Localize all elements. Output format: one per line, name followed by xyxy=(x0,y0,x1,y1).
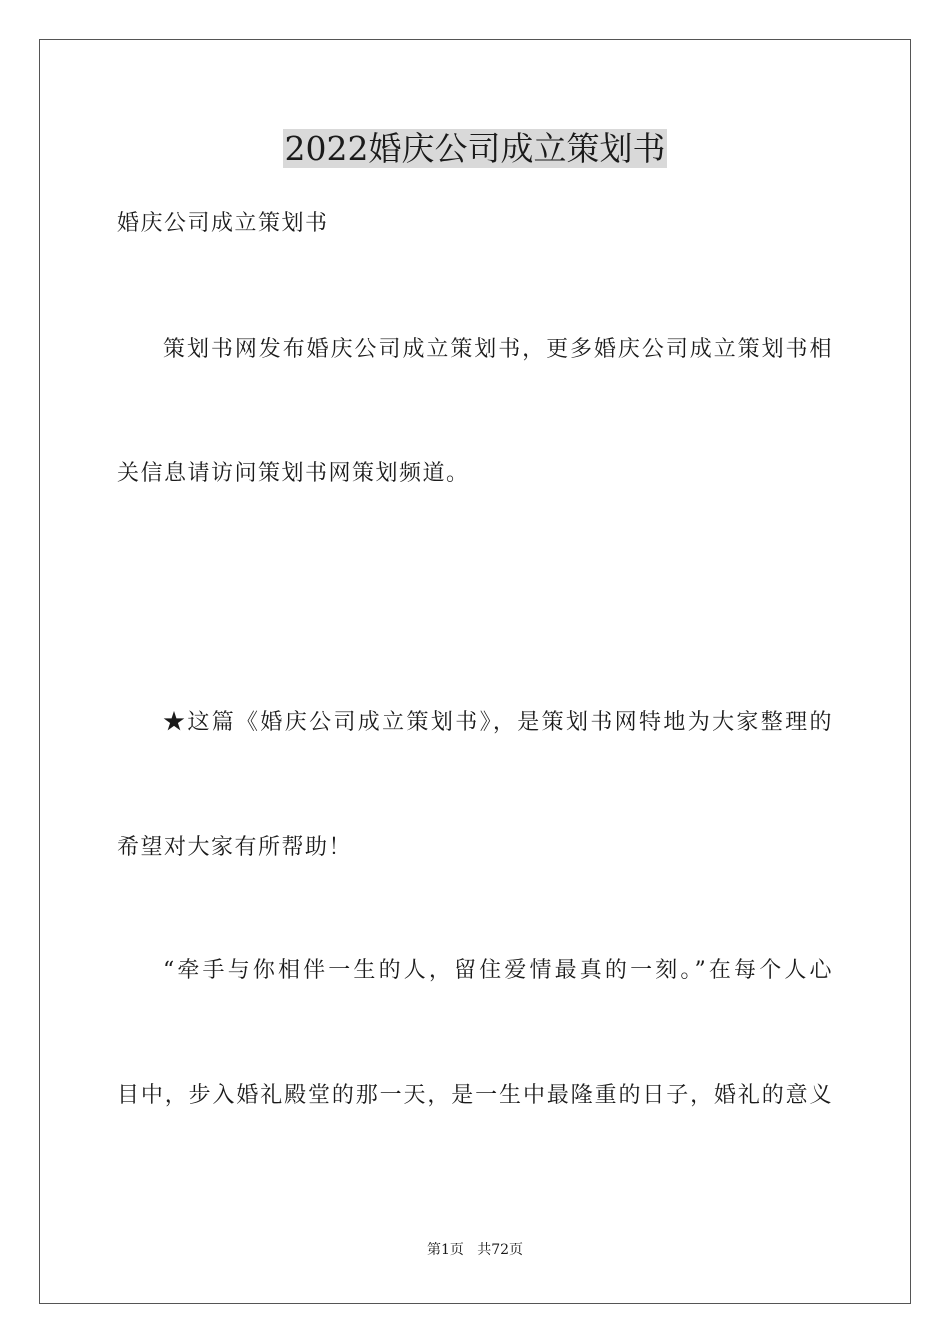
paragraph-line: 策划书网发布婚庆公司成立策划书，更多婚庆公司成立策划书相 xyxy=(163,337,833,362)
paragraph-line: 目中，步入婚礼殿堂的那一天，是一生中最隆重的日子，婚礼的意义 xyxy=(117,1083,833,1108)
paragraph-line: 关信息请访问策划书网策划频道。 xyxy=(117,461,470,486)
paragraph-line: 希望对大家有所帮助！ xyxy=(117,835,353,860)
document-subtitle: 婚庆公司成立策划书 xyxy=(117,211,329,236)
document-title: 2022婚庆公司成立策划书 xyxy=(284,129,666,168)
paragraph-line: ★这篇《婚庆公司成立策划书》，是策划书网特地为大家整理的 xyxy=(163,710,833,735)
page-number-footer: 第1页 共72页 xyxy=(426,1242,524,1258)
paragraph-line: “牵手与你相伴一生的人，留住爱情最真的一刻。”在每个人心 xyxy=(163,958,833,983)
